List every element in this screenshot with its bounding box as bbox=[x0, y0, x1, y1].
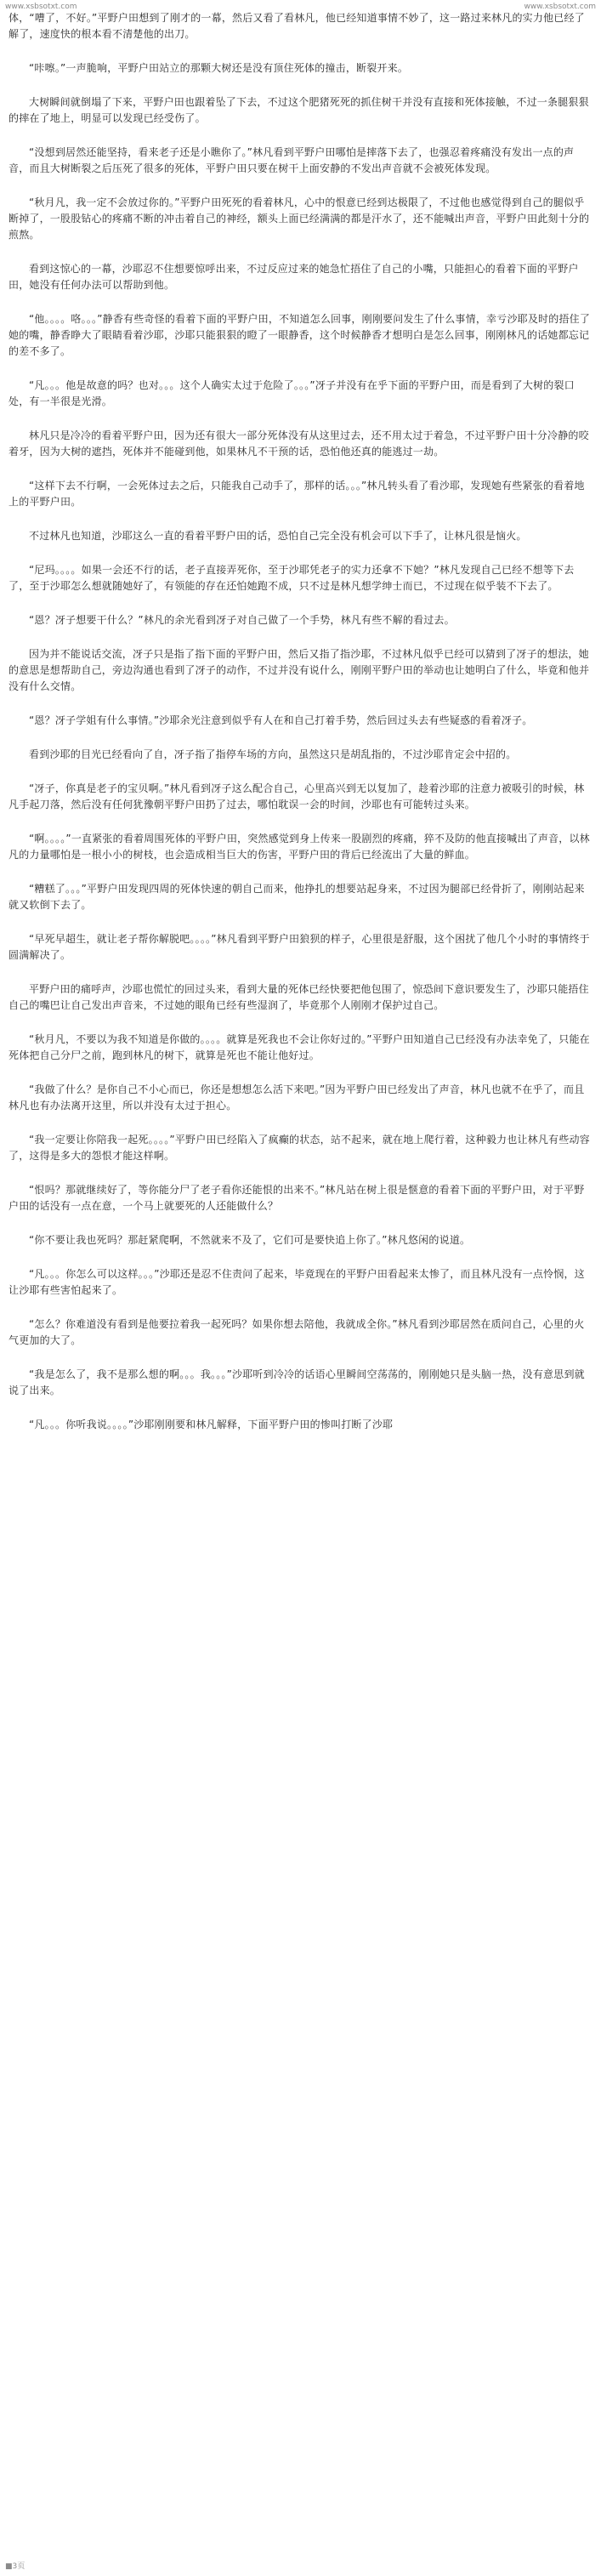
paragraph: 看到沙耶的目光已经看向了自，冴子指了指停车场的方向，虽然这只是胡乱指的，不过沙耶肯定会中招的。 bbox=[29, 748, 517, 760]
paragraph: “你不要让我也死吗？那赶紧爬啊，不然就来不及了，它们可是要快追上你了。”林凡悠闲的说道。 bbox=[29, 1234, 471, 1246]
paragraph: 因为并不能说话交流，冴子只是指了指下面的平野户田，然后又指了指沙耶，不过林凡似乎已经可以猜到了冴子的想法，她的意思是想帮助自己，旁边沟通也看到了冴子的动作，不过并没有说什么，刚刚平野户田的举动也让她明白了什么，毕竟和他并没有什么交情。 bbox=[9, 648, 590, 692]
paragraph: “没想到居然还能坚持，看来老子还是小瞧你了。”林凡看到平野户田哪怕是摔落下去了，也强忍着疼痛没有发出一点的声音，而且大树断裂之后压死了很多的死体，平野户田只要在树干上面安静的不发出声音就不会被死体发现。 bbox=[9, 146, 575, 174]
watermark-top-right: www.xsbsotxt.com bbox=[524, 3, 596, 11]
paragraph: “我做了什么？是你自己不小心而已，你还是想想怎么活下来吧。”因为平野户田已经发出了声音，林凡也就不在乎了，而且林凡也有办法离开这里，所以并没有太过于担心。 bbox=[9, 1083, 585, 1112]
paragraph: “尼玛。。。。如果一会还不行的话，老子直接弄死你，至于沙耶凭老子的实力还拿不下她？”林凡发现自己已经不想等下去了，至于沙耶怎么想就随她好了，有领能的存在还怕她跑不成，只不过是林凡想学绅士而已，不过现在似乎装不下去了。 bbox=[9, 564, 575, 592]
paragraph: “他。。。。咯。。。”静香有些奇怪的看着下面的平野户田，不知道怎么回事，刚刚要问发生了什么事情，幸亏沙耶及时的捂住了她的嘴，静香睁大了眼睛看着沙耶，沙耶只能狠狠的瞪了一眼静香，这个时候静香才想明白是怎么回事，刚刚林凡的话她都忘记的差不多了。 bbox=[9, 313, 591, 357]
paragraph: 平野户田的痛呼声，沙耶也慌忙的回过头来，看到大量的死体已经快要把他包围了，惊恐间下意识要发生了，沙耶只能捂住自己的嘴巴让自己发出声音来，不过她的眼角已经有些湿润了，毕竟那个人刚刚才保护过自己。 bbox=[9, 983, 589, 1011]
paragraph: “秋月凡，我一定不会放过你的。”平野户田死死的看着林凡，心中的恨意已经到达极限了，不过他也感觉得到自己的腿似乎断掉了，一股股钻心的疼痛不断的冲击着自己的神经，额头上面已经满满的都是汗水了，还不能喊出声音，平野户田此刻十分的煎熬。 bbox=[9, 196, 590, 241]
paragraph: “这样下去不行啊，一会死体过去之后，只能我自己动手了，那样的话。。。”林凡转头看了看沙耶，发现她有些紧张的看着地上的平野户田。 bbox=[9, 480, 585, 508]
paragraph: 不过林凡也知道，沙耶这么一直的看着平野户田的话，恐怕自己完全没有机会可以下手了，让林凡很是恼火。 bbox=[29, 530, 527, 542]
paragraph: “我是怎么了，我不是那么想的啊。。。我。。。”沙耶听到冷冷的话语心里瞬间空荡荡的，刚刚她只是头脑一热，没有意思到就说了出来。 bbox=[9, 1368, 585, 1396]
paragraph: “恩？冴子想要干什么？”林凡的余光看到冴子对自己做了一个手势，林凡有些不解的看过去。 bbox=[29, 614, 455, 626]
article-body bbox=[9, 10, 592, 1451]
paragraph: “恨吗？那就继续好了，等你能分尸了老子看你还能恨的出来不。”林凡站在树上很是惬意的看着下面的平野户田，对于平野户田的话没有一点在意，一个马上就要死的人还能做什么？ bbox=[9, 1184, 585, 1212]
paragraph: 林凡只是冷冷的看着平野户田，因为还有很大一部分死体没有从这里过去，还不用太过于着急，不过平野户田十分冷静的咬着牙，因为大树的遮挡，死体并不能碰到他，如果林凡不干预的话，恐怕他还真的能逃过一劫。 bbox=[9, 429, 589, 458]
paragraph: “怎么？你难道没有看到是他要拉着我一起死吗？如果你想去陪他，我就成全你。”林凡看到沙耶居然在质问自己，心里的火气更加的大了。 bbox=[9, 1318, 585, 1346]
paragraph: “凡。。。他是故意的吗？也对。。。这个人确实太过于危险了。。。”冴子并没有在乎下面的平野户田，而是看到了大树的裂口处，有一半很是光滑。 bbox=[9, 379, 575, 407]
paragraph: 大树瞬间就倒塌了下来，平野户田也跟着坠了下去，不过这个肥猪死死的抓住树干并没有直接和死体接触，不过一条腿狠狠的摔在了地上，明显可以发现已经受伤了。 bbox=[9, 96, 589, 124]
paragraph: 体，“嘈了，不好。”平野户田想到了刚才的一幕，然后又看了看林凡，他已经知道事情不妙了，这一路过来林凡的实力他已经了解了，速度快的根本看不清楚他的出刀。 bbox=[9, 12, 585, 40]
paragraph: “早死早超生，就让老子帮你解脱吧。。。。”林凡看到平野户田狼狈的样子，心里很是舒服，这个困扰了他几个小时的事情终于圆满解决了。 bbox=[9, 933, 590, 961]
paragraph: “凡。。。你怎么可以这样。。。”沙耶还是忍不住责问了起来，毕竟现在的平野户田看起来太惨了，而且林凡没有一点怜悯，这让沙耶有些害怕起来了。 bbox=[9, 1268, 585, 1296]
paragraph: “冴子，你真是老子的宝贝啊。”林凡看到冴子这么配合自己，心里高兴到无以复加了，趁着沙耶的注意力被吸引的时候，林凡手起刀落，然后没有任何犹豫朝平野户田扔了过去，哪怕耽误一会的时间，沙耶也有可能转过头来。 bbox=[9, 782, 585, 810]
paragraph: “糟糕了。。。”平野户田发现四周的死体快速的朝自己而来，他挣扎的想要站起身来，不过因为腿部已经骨折了，刚刚站起来就又软倒下去了。 bbox=[9, 883, 585, 911]
paragraph: 看到这惊心的一幕，沙耶忍不住想要惊呼出来，不过反应过来的她急忙捂住了自己的小嘴，只能担心的看着下面的平野户田，她没有任何办法可以帮助到他。 bbox=[9, 263, 579, 291]
paragraph: “恩？冴子学姐有什么事情。”沙耶余光注意到似乎有人在和自己打着手势，然后回过头去有些疑惑的看着冴子。 bbox=[29, 714, 533, 726]
paragraph: “啊。。。。”一直紧张的看着周围死体的平野户田，突然感觉到身上传来一股剧烈的疼痛，猝不及防的他直接喊出了声音，以林凡的力量哪怕是一根小小的树枝，也会造成相当巨大的伤害，平野户田的背后已经流出了大量的鲜血。 bbox=[9, 833, 590, 861]
paragraph: “我一定要让你陪我一起死。。。。”平野户田已经陷入了疯癫的状态，站不起来，就在地上爬行着，这种毅力也让林凡有些动容了，这得是多大的怨恨才能这样啊。 bbox=[9, 1134, 590, 1162]
page-number-watermark: ■3页 bbox=[5, 2562, 26, 2571]
watermark-top-left: www.xsbsotxt.com bbox=[5, 3, 77, 11]
paragraph: “凡。。。你听我说。。。。”沙耶刚刚要和林凡解释，下面平野户田的惨叫打断了沙耶 bbox=[29, 1419, 394, 1430]
paragraph: “秋月凡，不要以为我不知道是你做的。。。。就算是死我也不会让你好过的。”平野户田知道自己已经没有办法幸免了，只能在死体把自己分尸之前，跑到林凡的树下，就算是死也不能让他好过。 bbox=[9, 1033, 590, 1061]
paragraph: “咔嚓。”一声脆响，平野户田站立的那颗大树还是没有顶住死体的撞击，断裂开来。 bbox=[29, 62, 409, 74]
